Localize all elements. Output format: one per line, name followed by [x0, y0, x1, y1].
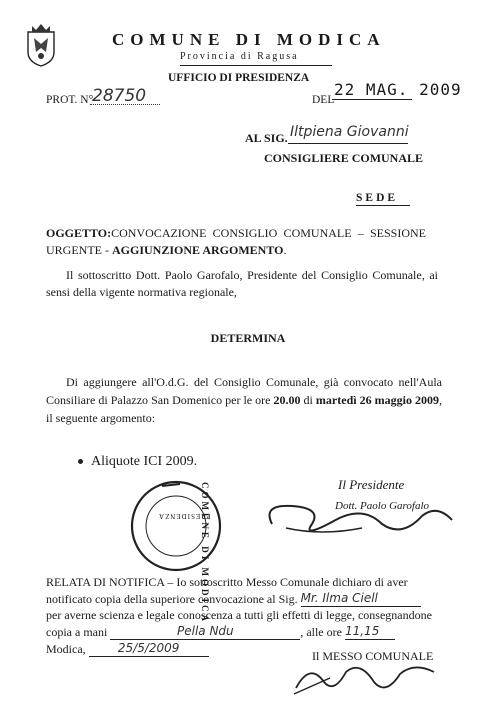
relata-place-label: Modica, [46, 642, 86, 656]
p2-text-c: , il seguente argomento: [46, 393, 442, 425]
date-label: DEL [312, 94, 335, 106]
stamp-text-right: COMUNE DI MODICA [200, 482, 210, 624]
protocol-label: PROT. N° [46, 94, 94, 106]
president-title: Il Presidente [338, 477, 405, 492]
messo-signature-icon [290, 658, 440, 703]
p2-text-b: di [300, 393, 316, 407]
agenda-item-text: Aliquote ICI 2009. [91, 454, 198, 469]
bullet-icon [78, 459, 83, 464]
subject-text: CONVOCAZIONE CONSIGLIO COMUNALE – SESSIONE URGENTE - [46, 226, 426, 257]
province-label: Provincia di Ragusa [180, 51, 299, 62]
recipient-prefix: AL SIG. [245, 131, 288, 145]
recipient-name: Iltpiena Giovanni [290, 124, 409, 140]
office-label: UFFICIO DI PRESIDENZA [168, 72, 310, 84]
subject-bold: AGGIUNZIONE ARGOMENTO [112, 243, 284, 257]
subject-paragraph [46, 225, 426, 259]
president-name: Dott. Paolo Garofalo [335, 500, 430, 512]
relata-copy-label: copia a mani [46, 625, 108, 639]
municipality-title: COMUNE DI MODICA [112, 30, 386, 49]
determina-heading: DETERMINA [210, 331, 286, 345]
recipient-underline [288, 143, 408, 144]
recipient-sede: SEDE [356, 192, 399, 204]
relata-copy-recipient: Pella Ndu [110, 623, 300, 640]
subject-label: OGGETTO: [46, 226, 112, 240]
subject-end: . [283, 243, 287, 257]
relata-date-value: 25/5/2009 [89, 640, 209, 657]
recipient-role: CONSIGLIERE COMUNALE [264, 151, 424, 165]
relata-hour-value: 11,15 [345, 623, 395, 640]
messo-title: Il MESSO COMUNALE [312, 649, 434, 663]
p2-text-a: Di aggiungere all'O.d.G. del Consiglio Comunale, già convocato nell'Aula Consiliare di Palazzo San Domenico per le ore [46, 375, 442, 407]
p2-time: 20.00 [273, 393, 301, 407]
protocol-number: 28750 [92, 86, 147, 106]
notification-report [46, 574, 444, 657]
agenda-item [78, 454, 197, 470]
relata-lead: RELATA DI NOTIFICA – Io sottoscritto Messo Comunale dichiaro di aver notificato copia della superiore convocazione al Sig. [46, 575, 408, 606]
date-stamp: 22 MAG. 2009 [334, 80, 462, 99]
relata-recipient: Mr. Ilma Ciell [301, 590, 421, 607]
relata-line2: per averne scienza e legale conoscenza a tutti gli effetti di legge, consegnandone [46, 608, 432, 622]
stamp-text-inner: PRESIDENZA [158, 512, 211, 520]
p2-date: martedì 26 maggio 2009 [315, 393, 439, 407]
intro-paragraph: Il sottoscritto Dott. Paolo Garofalo, Presidente del Consiglio Comunale, ai sensi della vigente normativa regionale, [46, 268, 438, 299]
relata-hour-label: , alle ore [300, 625, 342, 639]
president-signature-icon [262, 494, 462, 547]
determination-paragraph [46, 373, 442, 427]
city-crest-icon [24, 22, 58, 73]
protocol-underline [90, 104, 160, 105]
sede-underline [356, 205, 410, 206]
date-underline [332, 99, 412, 100]
header-divider [180, 65, 332, 66]
